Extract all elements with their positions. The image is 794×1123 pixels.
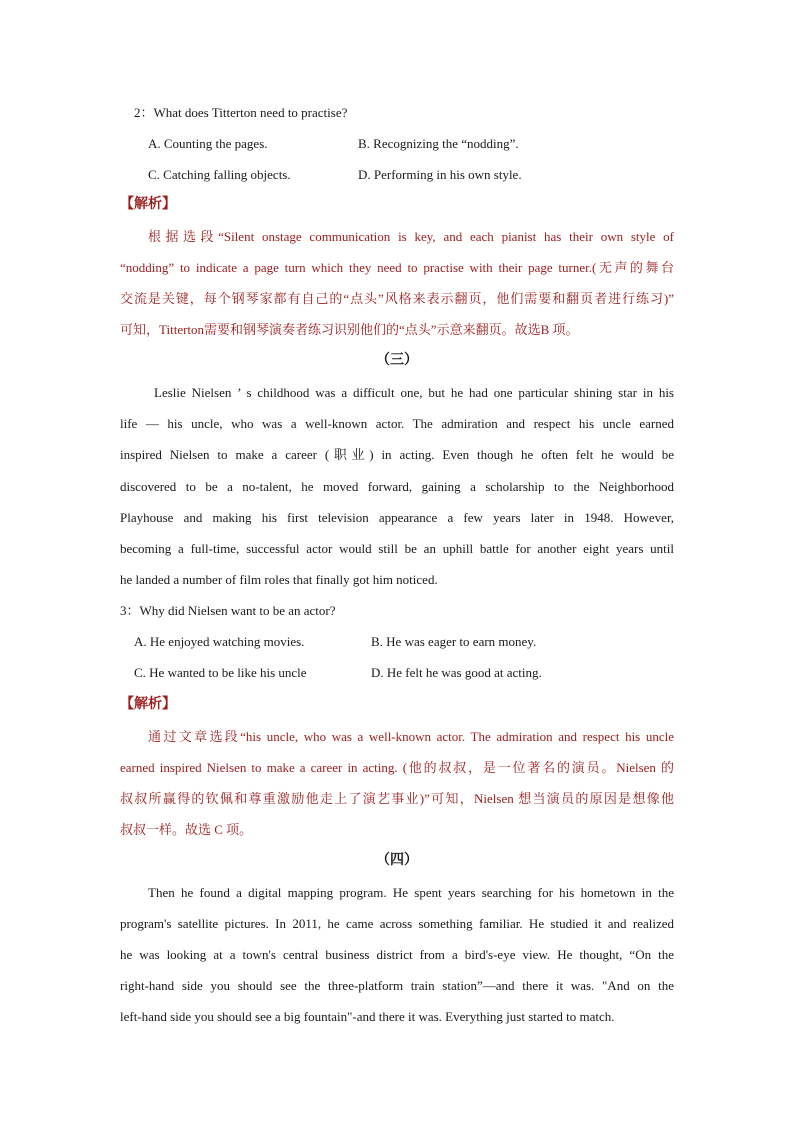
passage-3-line-6: becoming a full-time, successful actor would still be an uphill battle for another eight years until <box>120 541 674 556</box>
q3-option-a: A. He enjoyed watching movies. <box>134 634 305 649</box>
q3-analysis-line-3: 叔叔所赢得的钦佩和尊重激励他走上了演艺事业)”可知，Nielsen 想当演员的原因是想像他 <box>120 791 674 806</box>
q3-option-b: B. He was eager to earn money. <box>371 634 537 649</box>
passage-4-line-3: he was looking at a town's central business district from a bird's-eye view. He thought, “On the <box>120 947 674 962</box>
q2-option-b: B. Recognizing the “nodding”. <box>358 136 519 151</box>
question-2: 2：What does Titterton need to practise? <box>134 105 348 120</box>
q3-option-d: D. He felt he was good at acting. <box>371 665 542 680</box>
q2-analysis-line-1: 根据选段“Silent onstage communication is key, and each pianist has their own style of <box>148 229 674 244</box>
q3-option-c: C. He wanted to be like his uncle <box>134 665 307 680</box>
question-3: 3：Why did Nielsen want to be an actor? <box>120 603 336 618</box>
passage-3-line-1: Leslie Nielsen ’ s childhood was a difficult one, but he had one particular shining star in his <box>154 385 674 400</box>
q3-analysis-line-2: earned inspired Nielsen to make a career in acting. (他的叔叔，是一位著名的演员。Nielsen 的 <box>120 760 674 775</box>
passage-3-line-2: life — his uncle, who was a well-known actor. The admiration and respect his uncle earned <box>120 416 674 431</box>
passage-3-line-5: Playhouse and making his first television appearance a few years later in 1948. However, <box>120 510 674 525</box>
q2-analysis-line-2: “nodding” to indicate a page turn which they need to practise with their page turner.(无声的舞台 <box>120 260 674 275</box>
passage-4-line-2: program's satellite pictures. In 2011, he came across something familiar. He studied it and realized <box>120 916 674 931</box>
q2-analysis-tag: 【解析】 <box>120 197 176 212</box>
section-4-heading: （四） <box>376 853 418 868</box>
passage-3-line-7: he landed a number of film roles that finally got him noticed. <box>120 572 438 587</box>
q2-analysis-line-3: 交流是关键，每个钢琴家都有自己的“点头”风格来表示翻页，他们需要和翻页者进行练习)” <box>120 291 674 306</box>
q3-analysis-line-4: 叔叔一样。故选 C 项。 <box>120 822 253 837</box>
passage-3-line-4: discovered to be a no-talent, he moved forward, gaining a scholarship to the Neighborhood <box>120 479 674 494</box>
q3-analysis-line-1: 通过文章选段“his uncle, who was a well-known actor. The admiration and respect his uncle <box>148 729 674 744</box>
q2-option-a: A. Counting the pages. <box>148 136 268 151</box>
q3-analysis-tag: 【解析】 <box>120 697 176 712</box>
q2-option-c: C. Catching falling objects. <box>148 167 291 182</box>
q2-option-d: D. Performing in his own style. <box>358 167 522 182</box>
q2-analysis-line-4: 可知，Titterton需要和钢琴演奏者练习识别他们的“点头”示意来翻页。故选B 项。 <box>120 322 579 337</box>
passage-4-line-5: left-hand side you should see a big fountain"-and there it was. Everything just started to match. <box>120 1009 615 1024</box>
passage-4-line-4: right-hand side you should see the three-platform train station”—and there it was. "And on the <box>120 978 674 993</box>
section-3-heading: （三） <box>376 353 418 368</box>
passage-4-line-1: Then he found a digital mapping program. He spent years searching for his hometown in the <box>148 885 674 900</box>
passage-3-line-3: inspired Nielsen to make a career (职业) in acting. Even though he often felt he would be <box>120 447 674 462</box>
